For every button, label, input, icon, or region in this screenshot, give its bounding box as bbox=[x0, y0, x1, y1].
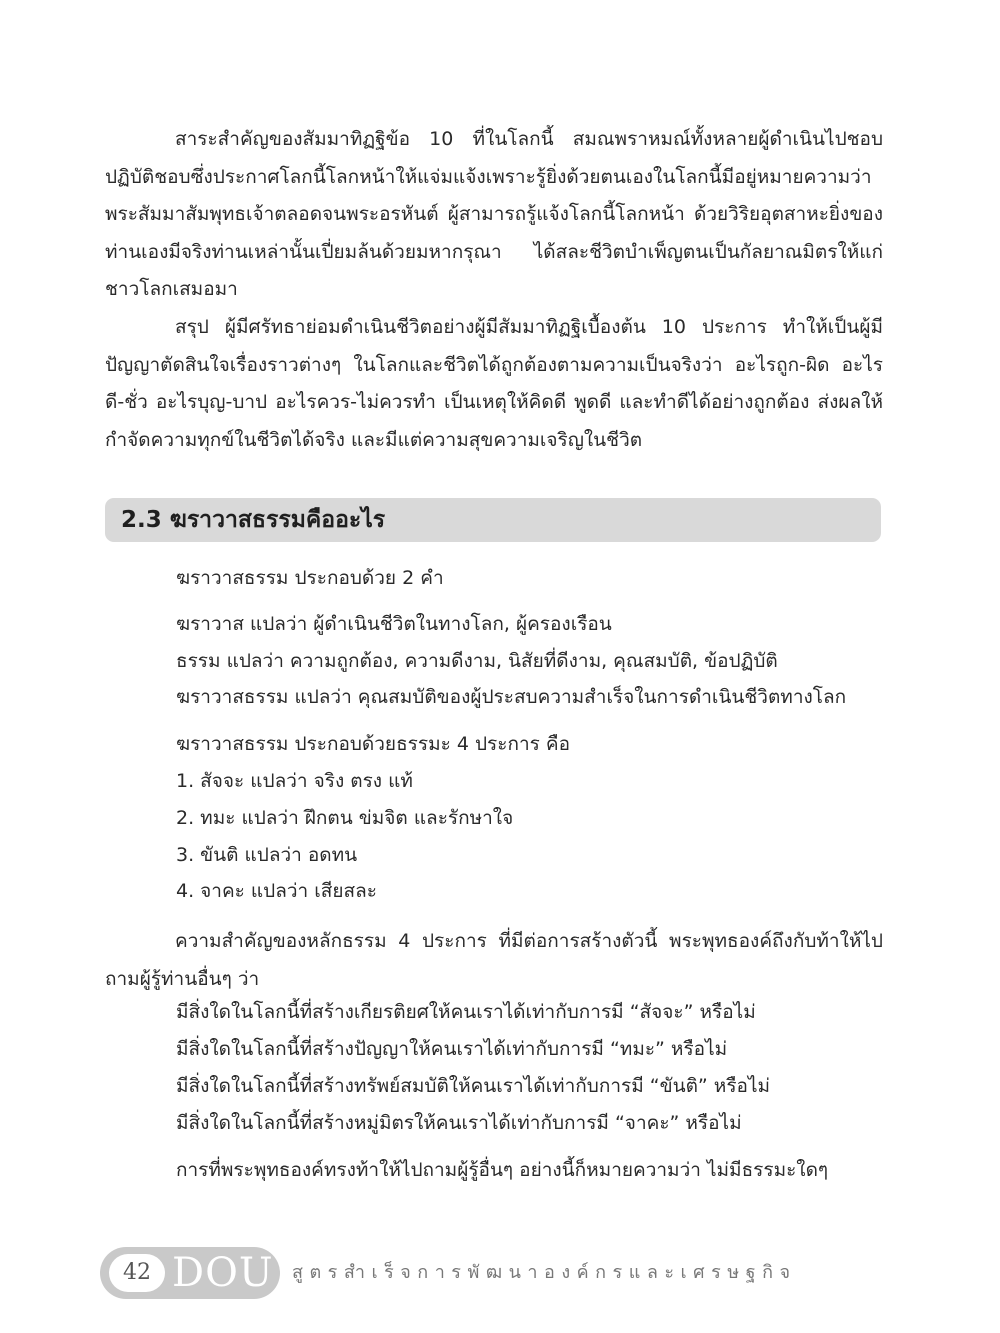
paragraph-samma-ditthi: สาระสำคัญของสัมมาทิฏฐิข้อ 10 ที่ในโลกนี้ สมณพราหมณ์ทั้งหลายผู้ดำเนินไปชอบ ปฏิบัติชอบซึ่งประกาศโลกนี้โลกหน้าให้แจ่มแจ้งเพราะรู้ยิ่งด้วยตนเองในโลกนี้มีอยู่หมายความว่า พระสัมมาสัมพุทธเจ้าตลอดจนพระอรหันต์ ผู้สามารถรู้แจ้งโลกนี้โลกหน้า ด้วยวิริยอุตสาหะยิ่งของท่านเองมีจริงท่านเหล่านั้นเปี่ยมล้นด้วยมหากรุณา ได้สละชีวิตบำเพ็ญตนเป็นกัลยาณมิตรให้แก่ชาวโลกเสมอมา bbox=[105, 128, 883, 300]
section-heading-bar bbox=[105, 498, 881, 542]
question-line: มีสิ่งใดในโลกนี้ที่สร้างหมู่มิตรให้คนเราได้เท่ากับการมี “จาคะ” หรือไม่ bbox=[176, 1112, 742, 1134]
footer-logo-pill bbox=[100, 1247, 280, 1299]
section-intro: ฆราวาสธรรม ประกอบด้วย 2 คำ bbox=[176, 567, 444, 589]
page-number: 42 bbox=[109, 1254, 165, 1292]
list-intro: ฆราวาสธรรม ประกอบด้วยธรรมะ 4 ประการ คือ bbox=[176, 733, 570, 755]
paragraph-importance: ความสำคัญของหลักธรรม 4 ประการ ที่มีต่อการสร้างตัวนี้ พระพุทธองค์ถึงกับท้าให้ไปถามผู้รู้ท่านอื่นๆ ว่า bbox=[105, 930, 883, 990]
definition-kharavas: ฆราวาส แปลว่า ผู้ดำเนินชีวิตในทางโลก, ผู้ครองเรือน bbox=[176, 613, 612, 635]
section-title: 2.3 ฆราวาสธรรมคืออะไร bbox=[121, 507, 386, 533]
closing-line: การที่พระพุทธองค์ทรงท้าให้ไปถามผู้รู้อื่นๆ อย่างนี้ก็หมายความว่า ไม่มีธรรมะใดๆ bbox=[176, 1159, 829, 1181]
question-line: มีสิ่งใดในโลกนี้ที่สร้างปัญญาให้คนเราได้เท่ากับการมี “ทมะ” หรือไม่ bbox=[176, 1038, 728, 1060]
question-line: มีสิ่งใดในโลกนี้ที่สร้างทรัพย์สมบัติให้คนเราได้เท่ากับการมี “ขันติ” หรือไม่ bbox=[176, 1075, 771, 1097]
list-item: 2. ทมะ แปลว่า ฝึกตน ข่มจิต และรักษาใจ bbox=[176, 807, 514, 829]
definition-dhamma: ธรรม แปลว่า ความถูกต้อง, ความดีงาม, นิสัยที่ดีงาม, คุณสมบัติ, ข้อปฏิบัติ bbox=[176, 650, 778, 672]
book-title: สูตรสำเร็จการพัฒนาองค์กรและเศรษฐกิจ bbox=[292, 1262, 797, 1283]
question-line: มีสิ่งใดในโลกนี้ที่สร้างเกียรติยศให้คนเราได้เท่ากับการมี “สัจจะ” หรือไม่ bbox=[176, 1001, 756, 1023]
paragraph-summary: สรุป ผู้มีศรัทธาย่อมดำเนินชีวิตอย่างผู้มีสัมมาทิฏฐิเบื้องต้น 10 ประการ ทำให้เป็นผู้มีปัญญาตัดสินใจเรื่องราวต่างๆ ในโลกและชีวิตได้ถูกต้องตามความเป็นจริงว่า อะไรถูก-ผิด อะไรดี-ชั่ว อะไรบุญ-บาป อะไรควร-ไม่ควรทำ เป็นเหตุให้คิดดี พูดดี และทำดีได้อย่างถูกต้อง ส่งผลให้กำจัดความทุกข์ในชีวิตได้จริง และมีแต่ความสุขความเจริญในชีวิต bbox=[105, 316, 883, 451]
dou-logo: DOU bbox=[172, 1250, 274, 1296]
list-item: 3. ขันติ แปลว่า อดทน bbox=[176, 844, 358, 866]
list-item: 4. จาคะ แปลว่า เสียสละ bbox=[176, 880, 377, 902]
definition-kharavasadhamma: ฆราวาสธรรม แปลว่า คุณสมบัติของผู้ประสบความสำเร็จในการดำเนินชีวิตทางโลก bbox=[176, 686, 847, 708]
list-item: 1. สัจจะ แปลว่า จริง ตรง แท้ bbox=[176, 770, 413, 792]
